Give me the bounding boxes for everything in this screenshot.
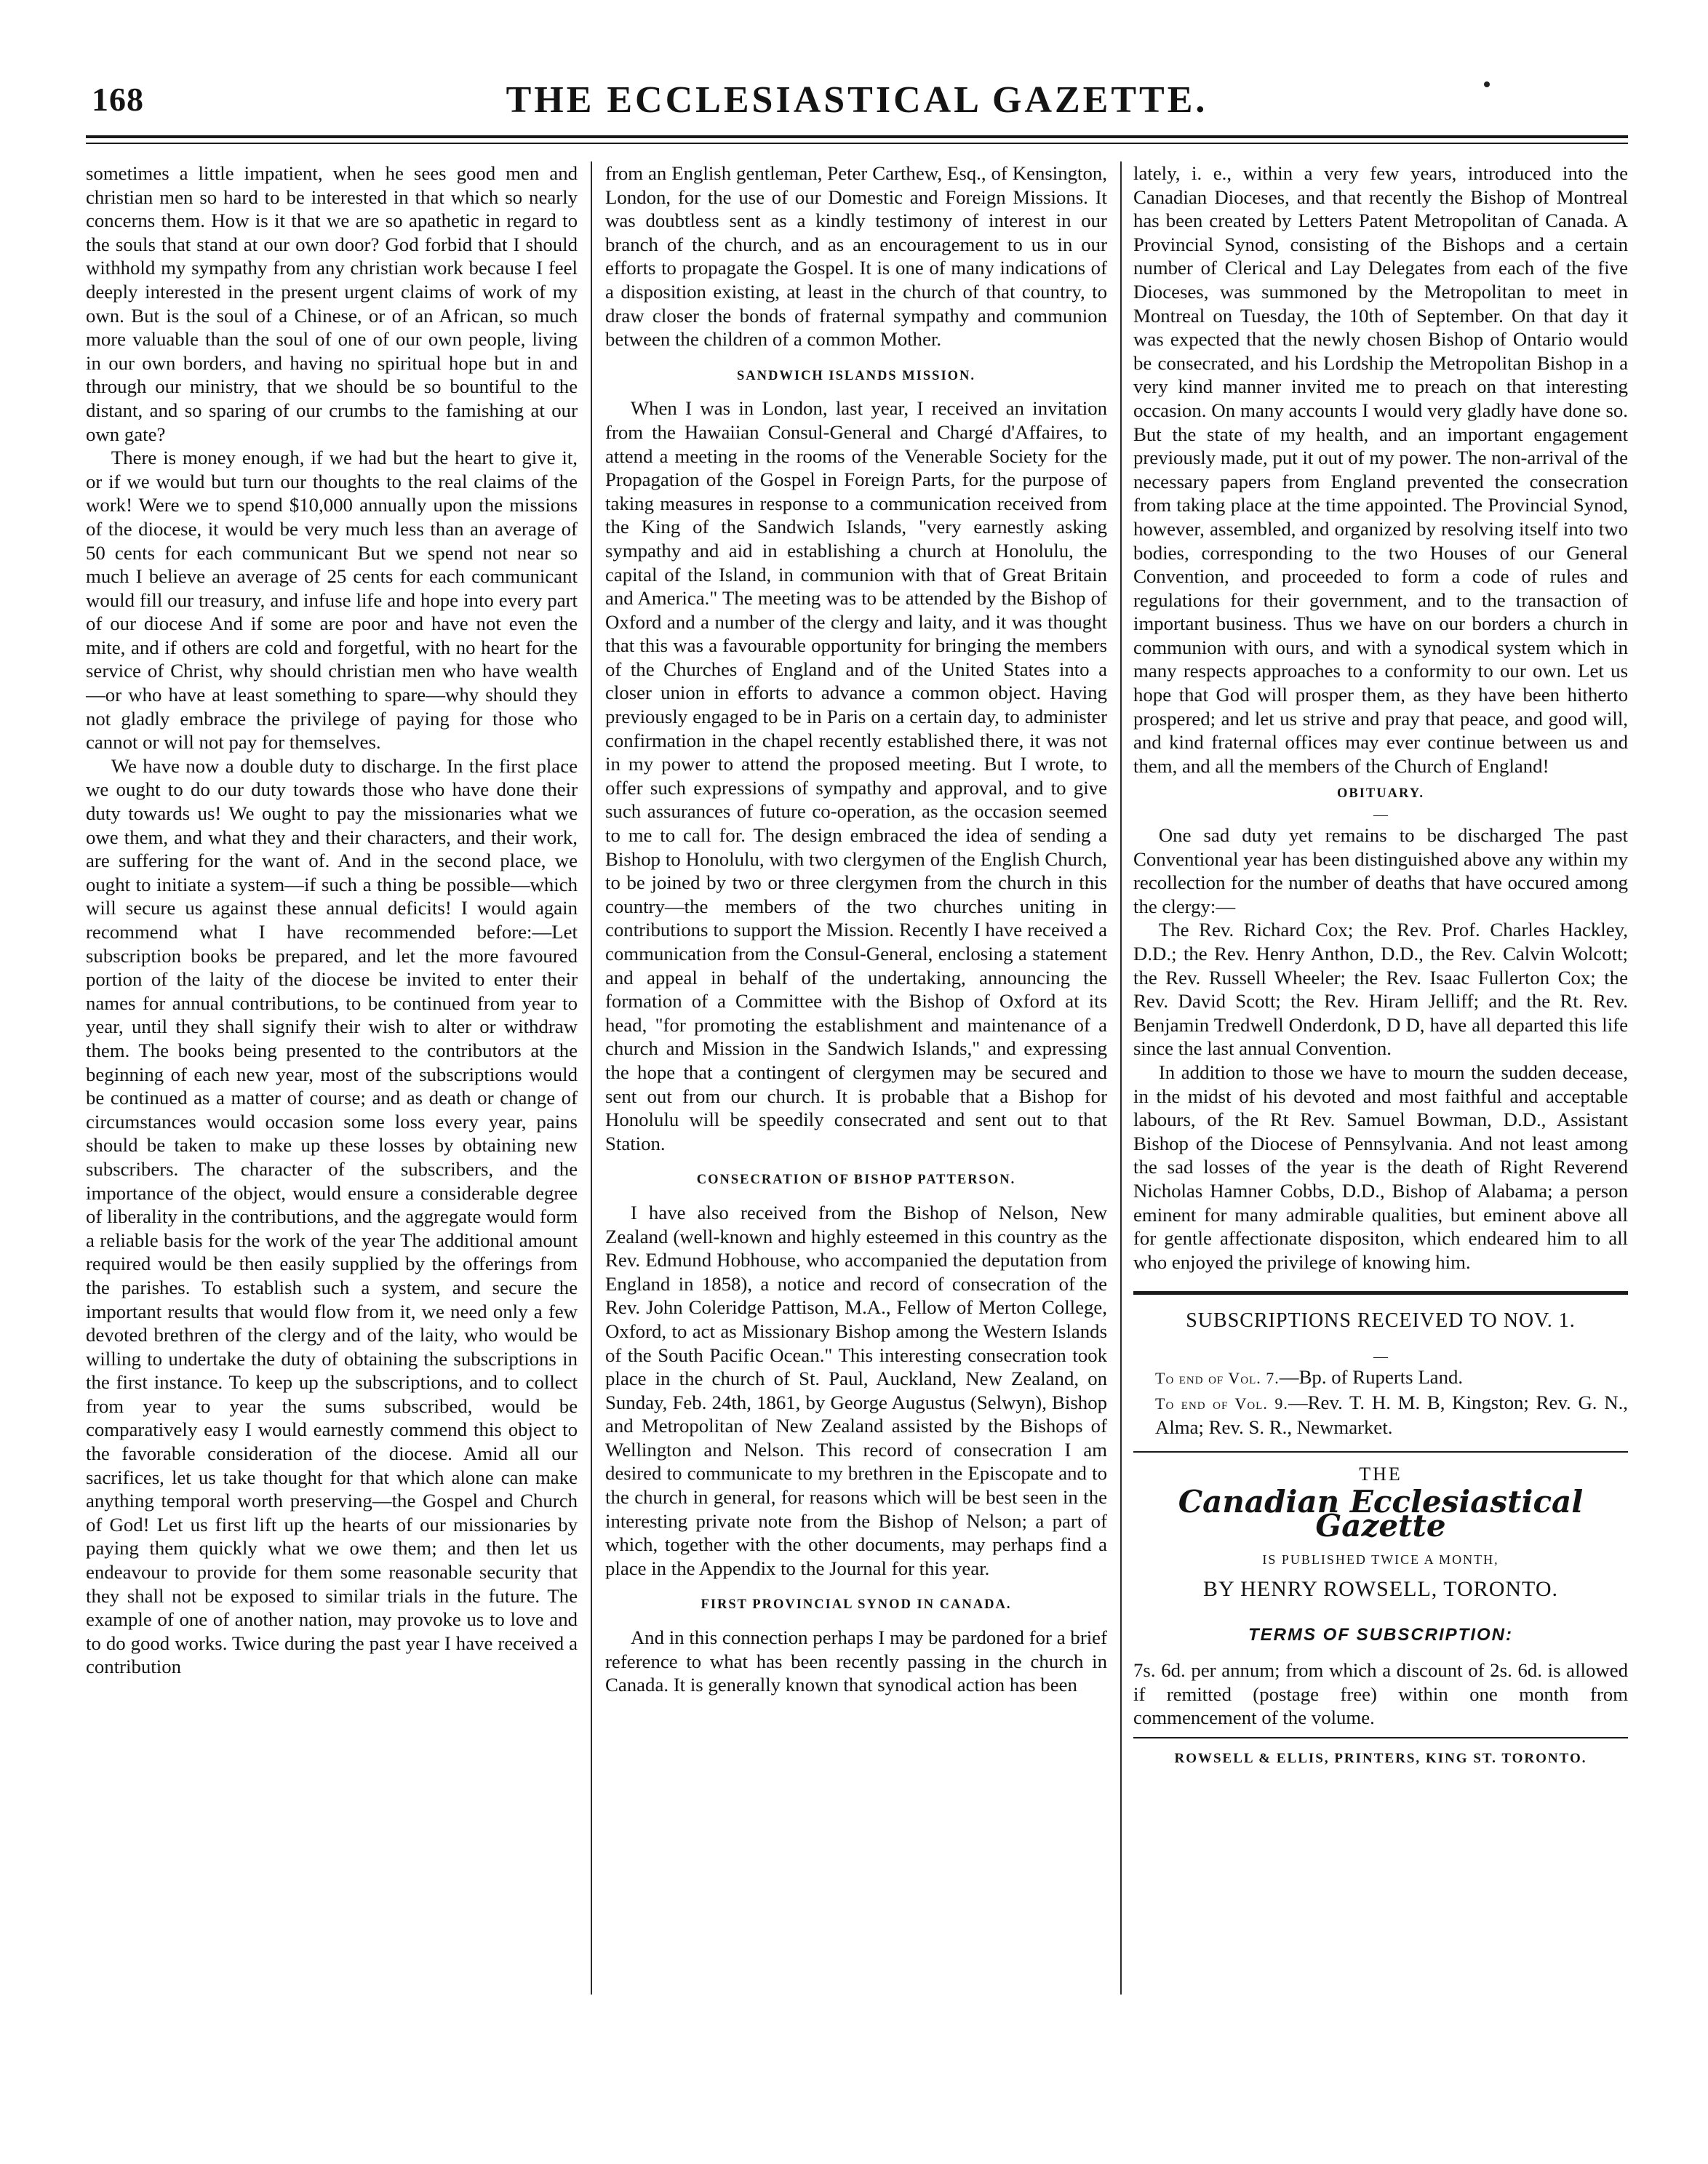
ink-dot [1484, 81, 1490, 87]
divider [1133, 1737, 1628, 1738]
paragraph: There is money enough, if we had but the heart to give it, or if we would but turn our thoughts to the real claims of the work! Were we to spend $10,000 annually upon the missions of the diocese, it would be very much less than an average of 50 cents for each communicant But we spend not near so much I believe an average of 25 cents for each communicant would fill our treasury, and infuse life and hope into every part of our diocese And if some are poor and have not even the mite, and if others are cold and forgetful, with no heart for the service of Christ, why should christian men who have wealth—or who have at least something to spare—why should they not gladly embrace the privilege of paying for those who cannot or will not pay for themselves. [86, 447, 578, 754]
subscription-entry [1133, 1365, 1628, 1391]
subscription-label: To end of Vol. 7. [1155, 1368, 1280, 1387]
paragraph: I have also received from the Bishop of Nelson, New Zealand (well-known and highly esteemed in this country as the Rev. Edmund Hobhouse, who accompanied the deputation from England in 1858), a notice and record of consecration of the Rev. John Coleridge Pattison, M.A., Fellow of Merton College, Oxford, to act as Missionary Bishop among the Western Islands of the South Pacific Ocean." This interesting consecration took place in the church of St. Paul, Auckland, New Zealand, on Sunday, Feb. 24th, 1861, by George Augustus (Selwyn), Bishop and Metropolitan of New Zealand assisted by the Bishops of Wellington and Nelson. This record of consecration I am desired to communicate to my brethren in the Episcopate and to the church in general, for reasons which will be best seen in the interesting private note from the Bishop of Nelson; a part of which, together with the other documents, may perhaps find a place in the Appendix to the Journal for this year. [605, 1201, 1107, 1579]
paragraph: When I was in London, last year, I received an invitation from the Hawaiian Consul-General and Chargé d'Affaires, to attend a meeting in the rooms of the Venerable Society for the Propagation of the Gospel in Foreign Parts, for the purpose of taking measures in response to a communication received from the King of the Sandwich Islands, "very earnestly asking sympathy and aid in establishing a church at Honolulu, the capital of the Island, in communion with that of Great Britain and America." The meeting was to be attended by the Bishop of Oxford and a number of the clergy and laity, and it was thought that this was a favourable opportunity for bringing the members of the Churches of England and of the United States into a closer union in efforts to advance a common object. Having previously engaged to be in Paris on a certain day, to administer confirmation in the chapel recently established there, it was not in my power to attend the proposed meeting. But I wrote, to offer such expressions of sympathy and approval, and to give such assurances of future co-operation, as the occasion seemed to me to call for. The design embraced the idea of sending a Bishop to Honolulu, with two clergymen of the English Church, to be joined by two or three clergymen from the church in this country—the members of the two churches uniting in contributions to support the Mission. Recently I have received a communication from the Consul-General, enclosing a statement and appeal in behalf of the undertaking, announcing the formation of a Committee with the Bishop of Oxford at its head, "for promoting the establishment and maintenance of a church and Mission in the Sandwich Islands," and expressing the hope that a contingent of clergymen may be secured and sent out from our church. It is probable that a Bishop for Honolulu will be speedily consecrated and sent out to that Station. [605, 397, 1107, 1154]
paragraph: from an English gentleman, Peter Carthew, Esq., of Kensington, London, for the use of our Domestic and Foreign Missions. It was doubtless sent as a kindly testimony of interest in our branch of the church, and as an encouragement to us in our efforts to propagate the Gospel. It is one of many indications of a disposition existing, at least in the church of that country, to draw closer the bonds of fraternal sympathy and communion between the children of a common Mother. [605, 162, 1107, 351]
paragraph: The Rev. Richard Cox; the Rev. Prof. Charles Hackley, D.D.; the Rev. Henry Anthon, D.D., the Rev. Calvin Wolcott; the Rev. Russell Wheeler; the Rev. Isaac Fullerton Cox; the Rev. David Scott; the Rev. Hiram Jelliff; and the Rt. Rev. Benjamin Tredwell Onderdonk, D D, have all departed this life since the last annual Convention. [1133, 919, 1628, 1060]
section-heading-provincial-synod: FIRST PROVINCIAL SYNOD IN CANADA. [701, 1597, 1012, 1613]
dash-separator: — [1373, 1348, 1388, 1365]
divider [1133, 1291, 1628, 1295]
paragraph: We have now a double duty to discharge. In the first place we ought to do our duty towards those who have done their duty towards us! We ought to pay the missionaries what we owe them, and what they and their characters, and their work, are suffering for the want of. And in the second place, we ought to initiate a system—if such a thing be possible—which will secure us against these annual deficits! I would again recommend what I have recommended before:—Let subscription books be prepared, and let the more favoured portion of the laity of the diocese be invited to enter their names for annual contributions, to be continued from year to year, until they shall signify their wish to alter or withdraw them. The books being presented to the contributors at the beginning of each new year, most of the subscriptions would be continued as a matter of course; and as death or change of circumstances would occasion some loss every year, pains should be taken to make up these losses by obtaining new subscribers. The character of the subscribers, and the importance of the object, would ensure a considerable degree of liberality in the contributions, and the aggregate would form a reliable basis for the work of the year The additional amount required would be then easily supplied by the offerings from the parishes. To establish such a system, and secure the important results that would flow from it, we need only a few devoted brethren of the clergy and of the laity, who would be willing to undertake the duty of obtaining the subscriptions in the first instance. To keep up the subscriptions, and to collect from year to year the sums subscribed, would be comparatively easy I would earnestly commend this object to the favorable consideration of the diocese. Amid all our sacrifices, let us take thought for that which alone can make anything temporal worth preserving—the Gospel and Church of God! Let us first lift up the hearts of our missionaries by paying them quickly what we owe them; and then let us endeavour to provide for them some reasonable security that they shall not be exposed to similar trials in the future. The example of one of another nation, may provoke us to love and to do good works. Twice during the past year I have received a contribution [86, 754, 578, 1678]
ad-the: THE [1359, 1463, 1402, 1485]
column-divider-2 [1120, 161, 1122, 1995]
paragraph: sometimes a little impatient, when he sees good men and christian men so hard to be interested in that which so nearly concerns them. How is it that we are so apathetic in regard to the souls that stand at our own door? God forbid that I should withhold my sympathy from any christian work because I feel deeply interested in the present urgent claims of work of my own. But is the soul of a Chinese, or of an African, so much more valuable than the soul of one of our own people, living in our own borders, and having no spiritual hope but in and through our ministry, that we should be so bountiful to the distant, and so sparing of our crumbs to the famishing at our own gate? [86, 162, 578, 445]
section-heading-consecration: CONSECRATION OF BISHOP PATTERSON. [696, 1173, 1016, 1188]
terms-title: TERMS OF SUBSCRIPTION: [1248, 1624, 1513, 1645]
dash-separator: — [1373, 807, 1388, 823]
paragraph: In addition to those we have to mourn the sudden decease, in the midst of his devoted and most faithful and acceptable labours, of the Rt Rev. Samuel Bowman, D.D., Assistant Bishop of the Diocese of Pennsylvania. And not least among the sad losses of the year is the death of Right Reverend Nicholas Hamner Cobbs, D.D., Bishop of Alabama; a person eminent for many admirable qualities, but eminent above all for gentle affectionate dispositon, which endeared him to all who enjoyed the privilege of knowing him. [1133, 1061, 1628, 1273]
column-3 [1133, 161, 1628, 2013]
subscriptions-title: SUBSCRIPTIONS RECEIVED TO NOV. 1. [1186, 1309, 1576, 1333]
subscription-text: —Bp. of Ruperts Land. [1279, 1365, 1464, 1388]
paragraph: lately, i. e., within a very few years, introduced into the Canadian Dioceses, and that recently the Bishop of Montreal has been created by Letters Patent Metropolitan of Canada. A Provincial Synod, consisting of the Bishops and a certain number of Clerical and Lay Delegates from each of the five Dioceses, was summoned by the Metropolitan to meet in Montreal on Tuesday, the 10th of September. On that day it was expected that the newly chosen Bishop of Ontario would be consecrated, and his Lordship the Metropolitan Bishop in a very kind manner invited me to preach on that interesting occasion. On many accounts I would very gladly have done so. But the state of my health, and an important engagement previously made, put it out of my power. The non-arrival of the necessary papers from England prevented the consecration from taking place at the time appointed. The Provincial Synod, however, assembled, and organized by resolving itself into two bodies, corresponding to the two Houses of our General Convention, and proceeded to form a code of rules and regulations for their government, and to the transaction of important business. Thus we have on our borders a church in communion with ours, and with a synodical system which in many respects approaches to a conformity to our own. Let us hope that God will prosper them, as they have been hitherto prospered; and let us strive and pray that peace, and good will, and kind fraternal offices may ever continue between us and them, and all the members of the Church of England! [1133, 162, 1628, 777]
page-header [86, 76, 1628, 134]
terms-text: 7s. 6d. per annum; from which a discount of 2s. 6d. is allowed if remitted (postage free) within one month from commencement of the volume. [1133, 1659, 1628, 1729]
printers-line: ROWSELL & ELLIS, PRINTERS, KING ST. TORONTO. [1174, 1751, 1587, 1767]
gazette-name: Canadian Ecclesiastical Gazette [1178, 1484, 1584, 1544]
column-1 [86, 161, 578, 2013]
header-rule-thick [86, 135, 1628, 138]
subscription-label: To end of Vol. 9. [1155, 1394, 1288, 1413]
column-2 [605, 161, 1107, 2013]
section-heading-sandwich-islands: SANDWICH ISLANDS MISSION. [736, 368, 976, 383]
publication-frequency: IS PUBLISHED TWICE A MONTH, [1262, 1552, 1499, 1568]
section-heading-obituary: OBITUARY. [1337, 786, 1424, 802]
divider [1133, 1451, 1628, 1453]
masthead-title: THE ECCLESIASTICAL GAZETTE. [506, 79, 1208, 121]
paragraph: And in this connection perhaps I may be pardoned for a brief reference to what has been recently passing in the church in Canada. It is generally known that synodical action has been [605, 1626, 1107, 1696]
subscription-text: —Rev. T. H. M. B, Kingston; Rev. G. N., Alma; Rev. S. R., Newmarket. [1155, 1391, 1628, 1439]
publisher-line: BY HENRY ROWSELL, TORONTO. [1203, 1577, 1558, 1602]
header-rule-thin [86, 143, 1628, 144]
subscription-entry [1133, 1391, 1628, 1440]
column-divider-1 [591, 161, 592, 1995]
paragraph: One sad duty yet remains to be discharged The past Conventional year has been distinguished above any within my recollection for the number of deaths that have occured among the clergy:— [1133, 824, 1628, 917]
page-number: 168 [92, 81, 144, 118]
